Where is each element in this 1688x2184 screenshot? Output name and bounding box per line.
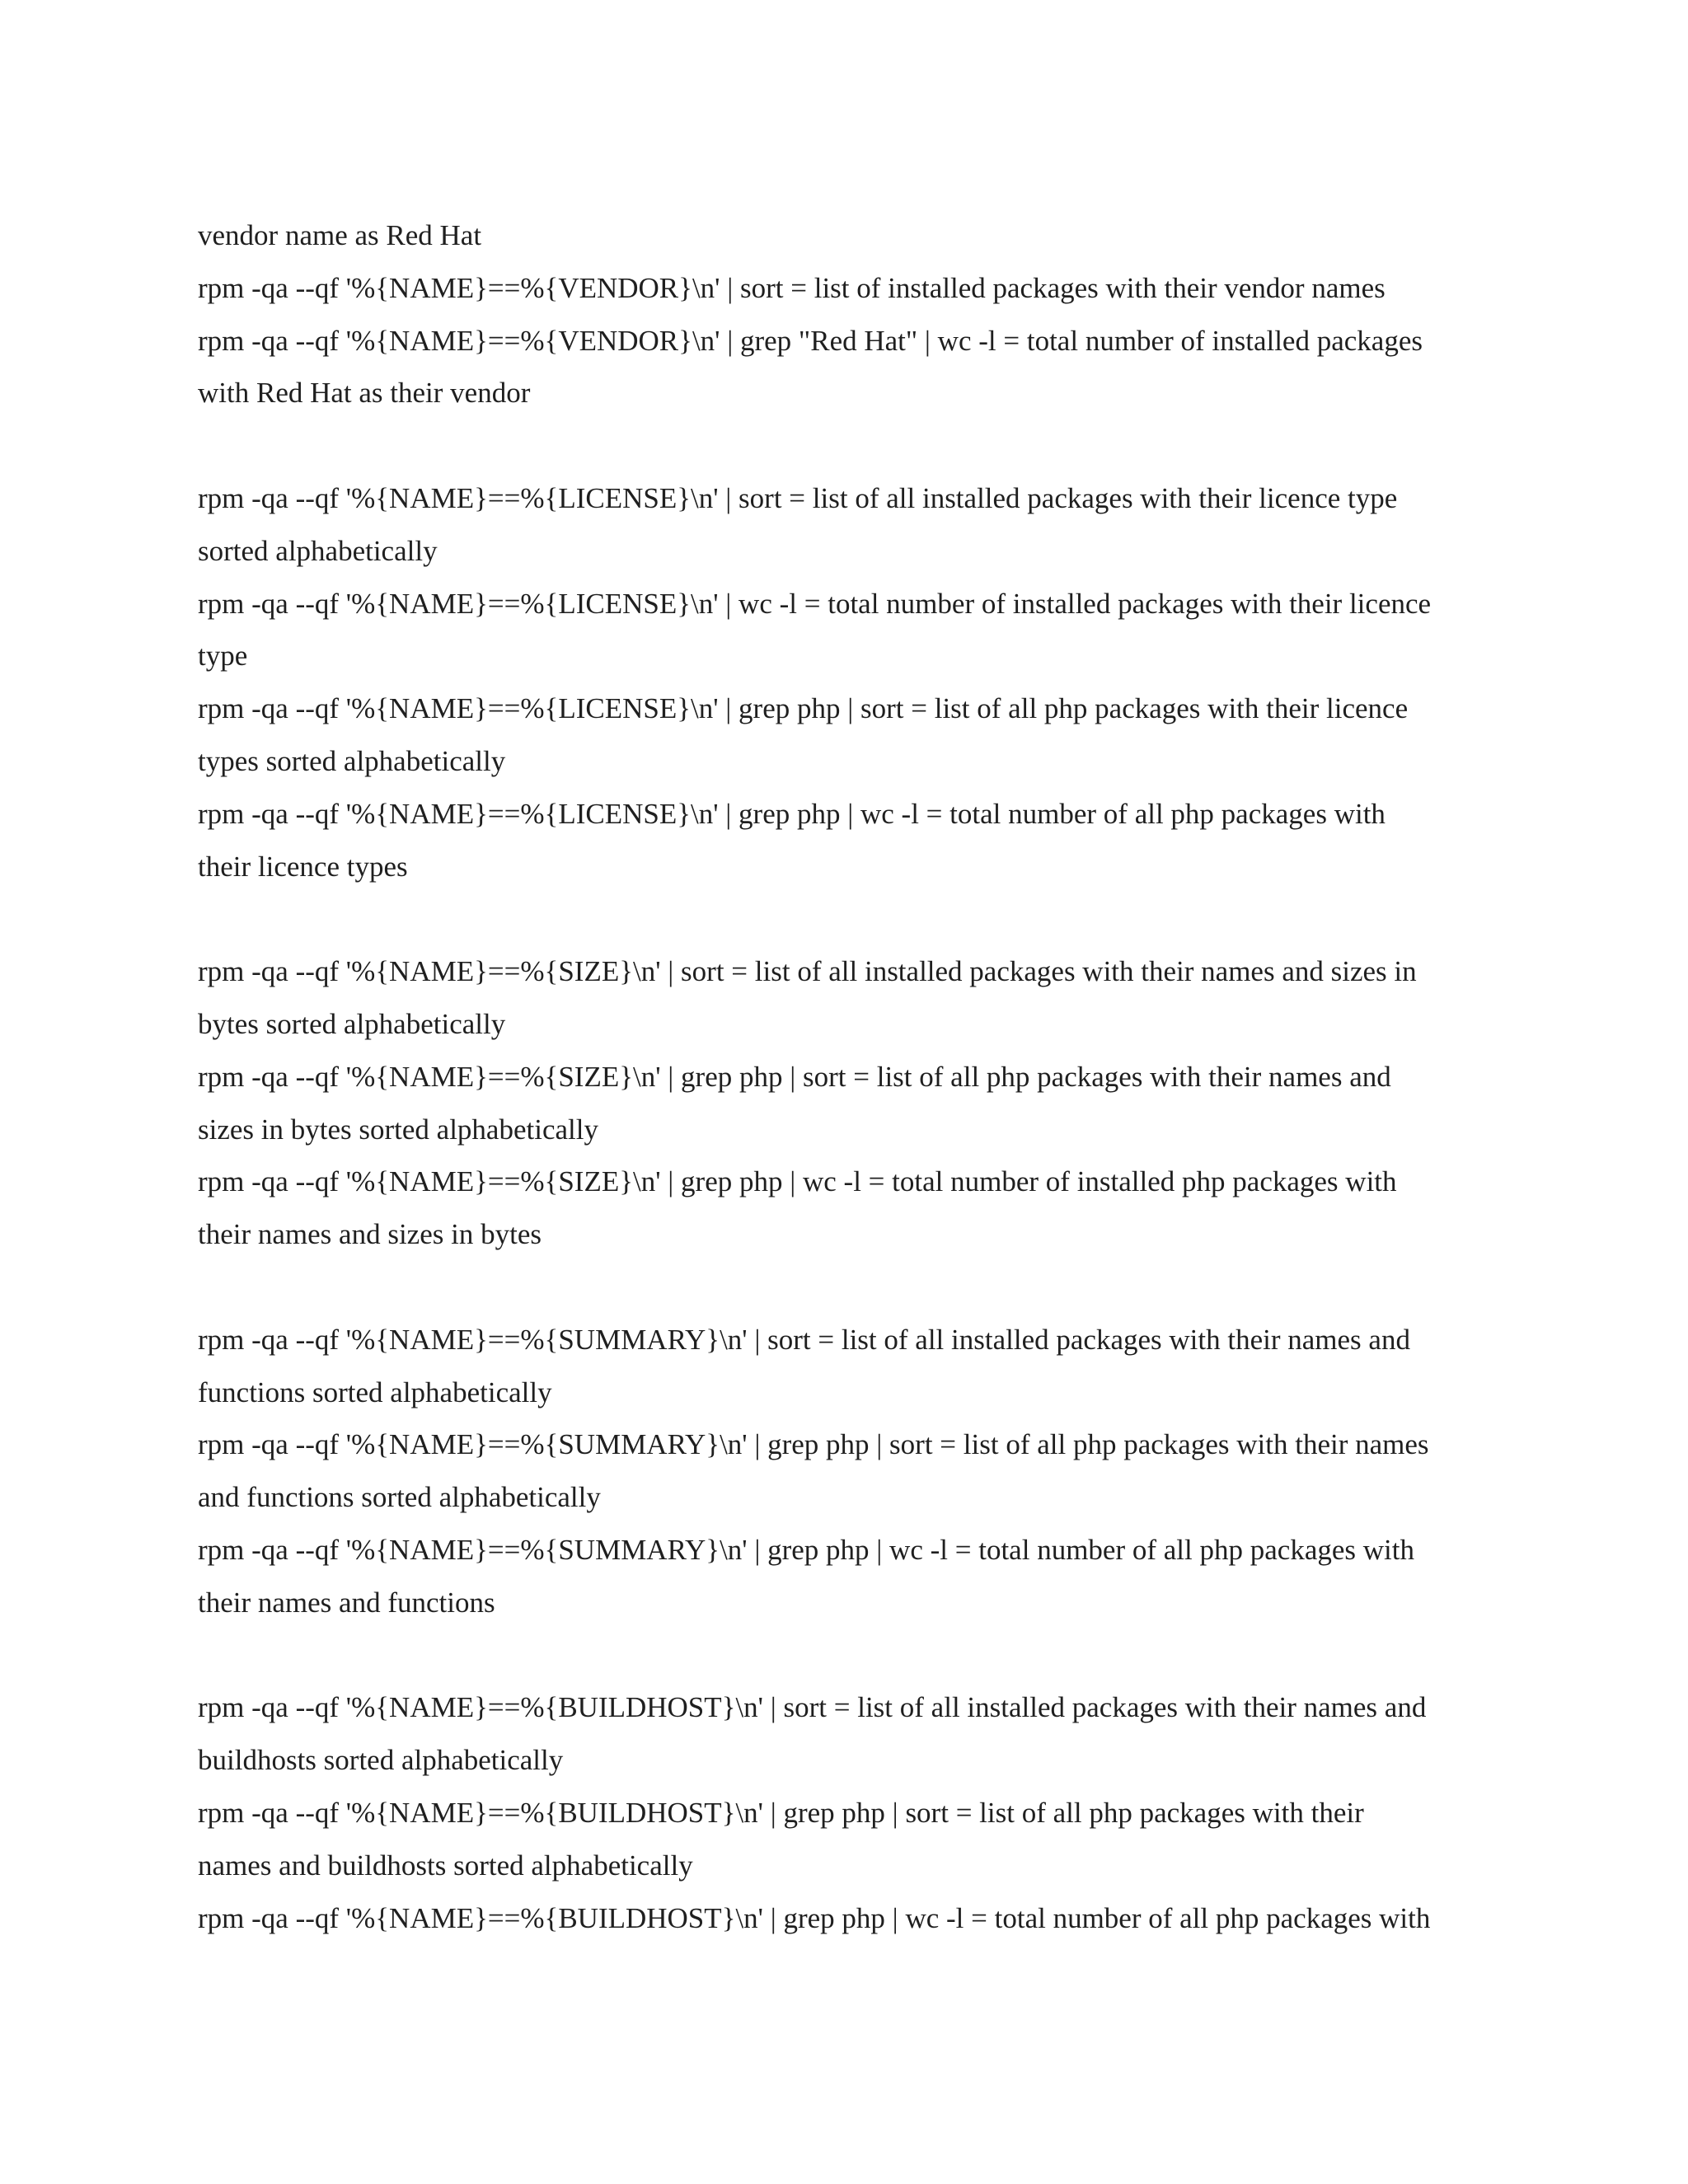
text-line: rpm -qa --qf '%{NAME}==%{VENDOR}\n' | sort = list of installed packages with their vendor names bbox=[198, 271, 1386, 304]
text-line: rpm -qa --qf '%{NAME}==%{BUILDHOST}\n' | grep php | wc -l = total number of all php packages with bbox=[198, 1901, 1431, 1934]
document-body bbox=[198, 209, 1500, 1944]
text-line: functions sorted alphabetically bbox=[198, 1376, 552, 1408]
text-line: bytes sorted alphabetically bbox=[198, 1007, 506, 1040]
text-line: rpm -qa --qf '%{NAME}==%{BUILDHOST}\n' | sort = list of all installed packages with their names and bbox=[198, 1691, 1427, 1724]
text-line: with Red Hat as their vendor bbox=[198, 377, 531, 410]
text-line: rpm -qa --qf '%{NAME}==%{SIZE}\n' | sort = list of all installed packages with their names and sizes in bbox=[198, 955, 1417, 988]
text-line: rpm -qa --qf '%{NAME}==%{LICENSE}\n' | grep php | sort = list of all php packages with their licence bbox=[198, 692, 1409, 725]
text-line: rpm -qa --qf '%{NAME}==%{BUILDHOST}\n' | grep php | sort = list of all php packages with their bbox=[198, 1796, 1364, 1829]
blank-line bbox=[198, 1261, 1500, 1314]
text-line: rpm -qa --qf '%{NAME}==%{SUMMARY}\n' | grep php | wc -l = total number of all php packages with bbox=[198, 1533, 1414, 1566]
text-line: their names and sizes in bytes bbox=[198, 1218, 542, 1251]
text-line: and functions sorted alphabetically bbox=[198, 1481, 601, 1514]
text-line: vendor name as Red Hat bbox=[198, 219, 482, 251]
text-line: rpm -qa --qf '%{NAME}==%{SIZE}\n' | grep php | sort = list of all php packages with their names and bbox=[198, 1060, 1391, 1093]
text-line: rpm -qa --qf '%{NAME}==%{LICENSE}\n' | wc -l = total number of installed packages with their licence bbox=[198, 587, 1432, 620]
blank-line bbox=[198, 419, 1500, 472]
blank-line bbox=[198, 1629, 1500, 1682]
text-line: rpm -qa --qf '%{NAME}==%{VENDOR}\n' | grep "Red Hat" | wc -l = total number of installed packages bbox=[198, 324, 1423, 357]
text-line: sizes in bytes sorted alphabetically bbox=[198, 1113, 598, 1146]
text-line: rpm -qa --qf '%{NAME}==%{SUMMARY}\n' | sort = list of all installed packages with their names and bbox=[198, 1323, 1410, 1356]
text-line: rpm -qa --qf '%{NAME}==%{SIZE}\n' | grep php | wc -l = total number of installed php packages with bbox=[198, 1165, 1397, 1198]
text-line: buildhosts sorted alphabetically bbox=[198, 1744, 564, 1777]
text-line: names and buildhosts sorted alphabetically bbox=[198, 1849, 693, 1882]
text-line: their names and functions bbox=[198, 1586, 495, 1619]
text-line: their licence types bbox=[198, 850, 408, 883]
blank-line bbox=[198, 893, 1500, 945]
text-line: sorted alphabetically bbox=[198, 534, 438, 567]
text-line: rpm -qa --qf '%{NAME}==%{LICENSE}\n' | grep php | wc -l = total number of all php packages with bbox=[198, 797, 1386, 830]
text-line: rpm -qa --qf '%{NAME}==%{SUMMARY}\n' | grep php | sort = list of all php packages with their names bbox=[198, 1428, 1429, 1461]
text-line: types sorted alphabetically bbox=[198, 744, 506, 777]
text-line: type bbox=[198, 640, 248, 673]
text-line: rpm -qa --qf '%{NAME}==%{LICENSE}\n' | sort = list of all installed packages with their licence type bbox=[198, 481, 1398, 514]
